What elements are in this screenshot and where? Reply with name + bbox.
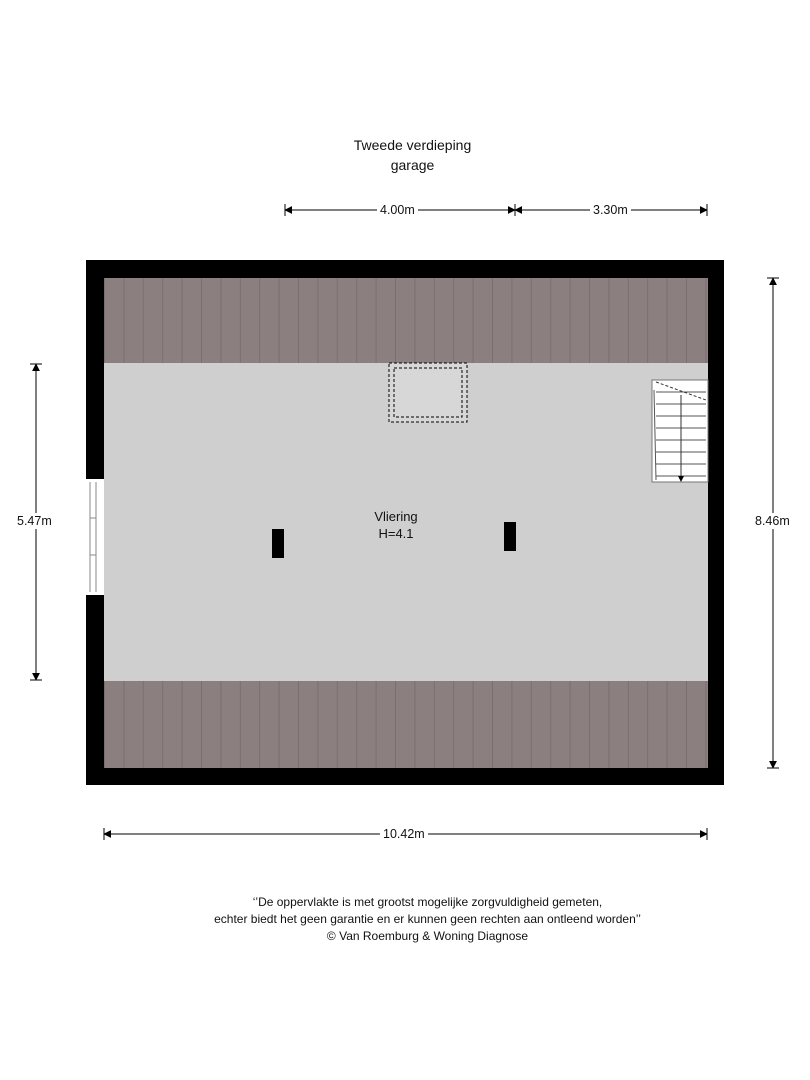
dimension-label-right: 8.46m	[752, 513, 793, 529]
dimension-label-top-left: 4.00m	[377, 202, 418, 218]
dimension-label-top-right: 3.30m	[590, 202, 631, 218]
copyright-line: © Van Roemburg & Woning Diagnose	[326, 929, 529, 943]
disclaimer-line-1: ‘’De oppervlakte is met grootst mogelijke zorgvuldigheid gemeten,	[252, 895, 603, 909]
floor-subtitle: garage	[390, 157, 435, 173]
staircase	[652, 380, 708, 482]
dimension-label-bottom: 10.42m	[380, 826, 428, 842]
dimension-label-left: 5.47m	[14, 513, 55, 529]
skylight	[389, 363, 467, 422]
room-height: H=4.1	[378, 526, 414, 541]
column-left	[272, 529, 284, 558]
column-right	[504, 522, 516, 551]
roof-slope-bottom	[104, 681, 708, 768]
window-left	[84, 479, 104, 595]
floor-title: Tweede verdieping	[353, 137, 472, 153]
roof-slope-top	[104, 278, 708, 363]
disclaimer-line-2: echter biedt het geen garantie en er kunnen geen rechten aan ontleend worden’’	[214, 912, 641, 926]
room-name: Vliering	[374, 509, 418, 524]
